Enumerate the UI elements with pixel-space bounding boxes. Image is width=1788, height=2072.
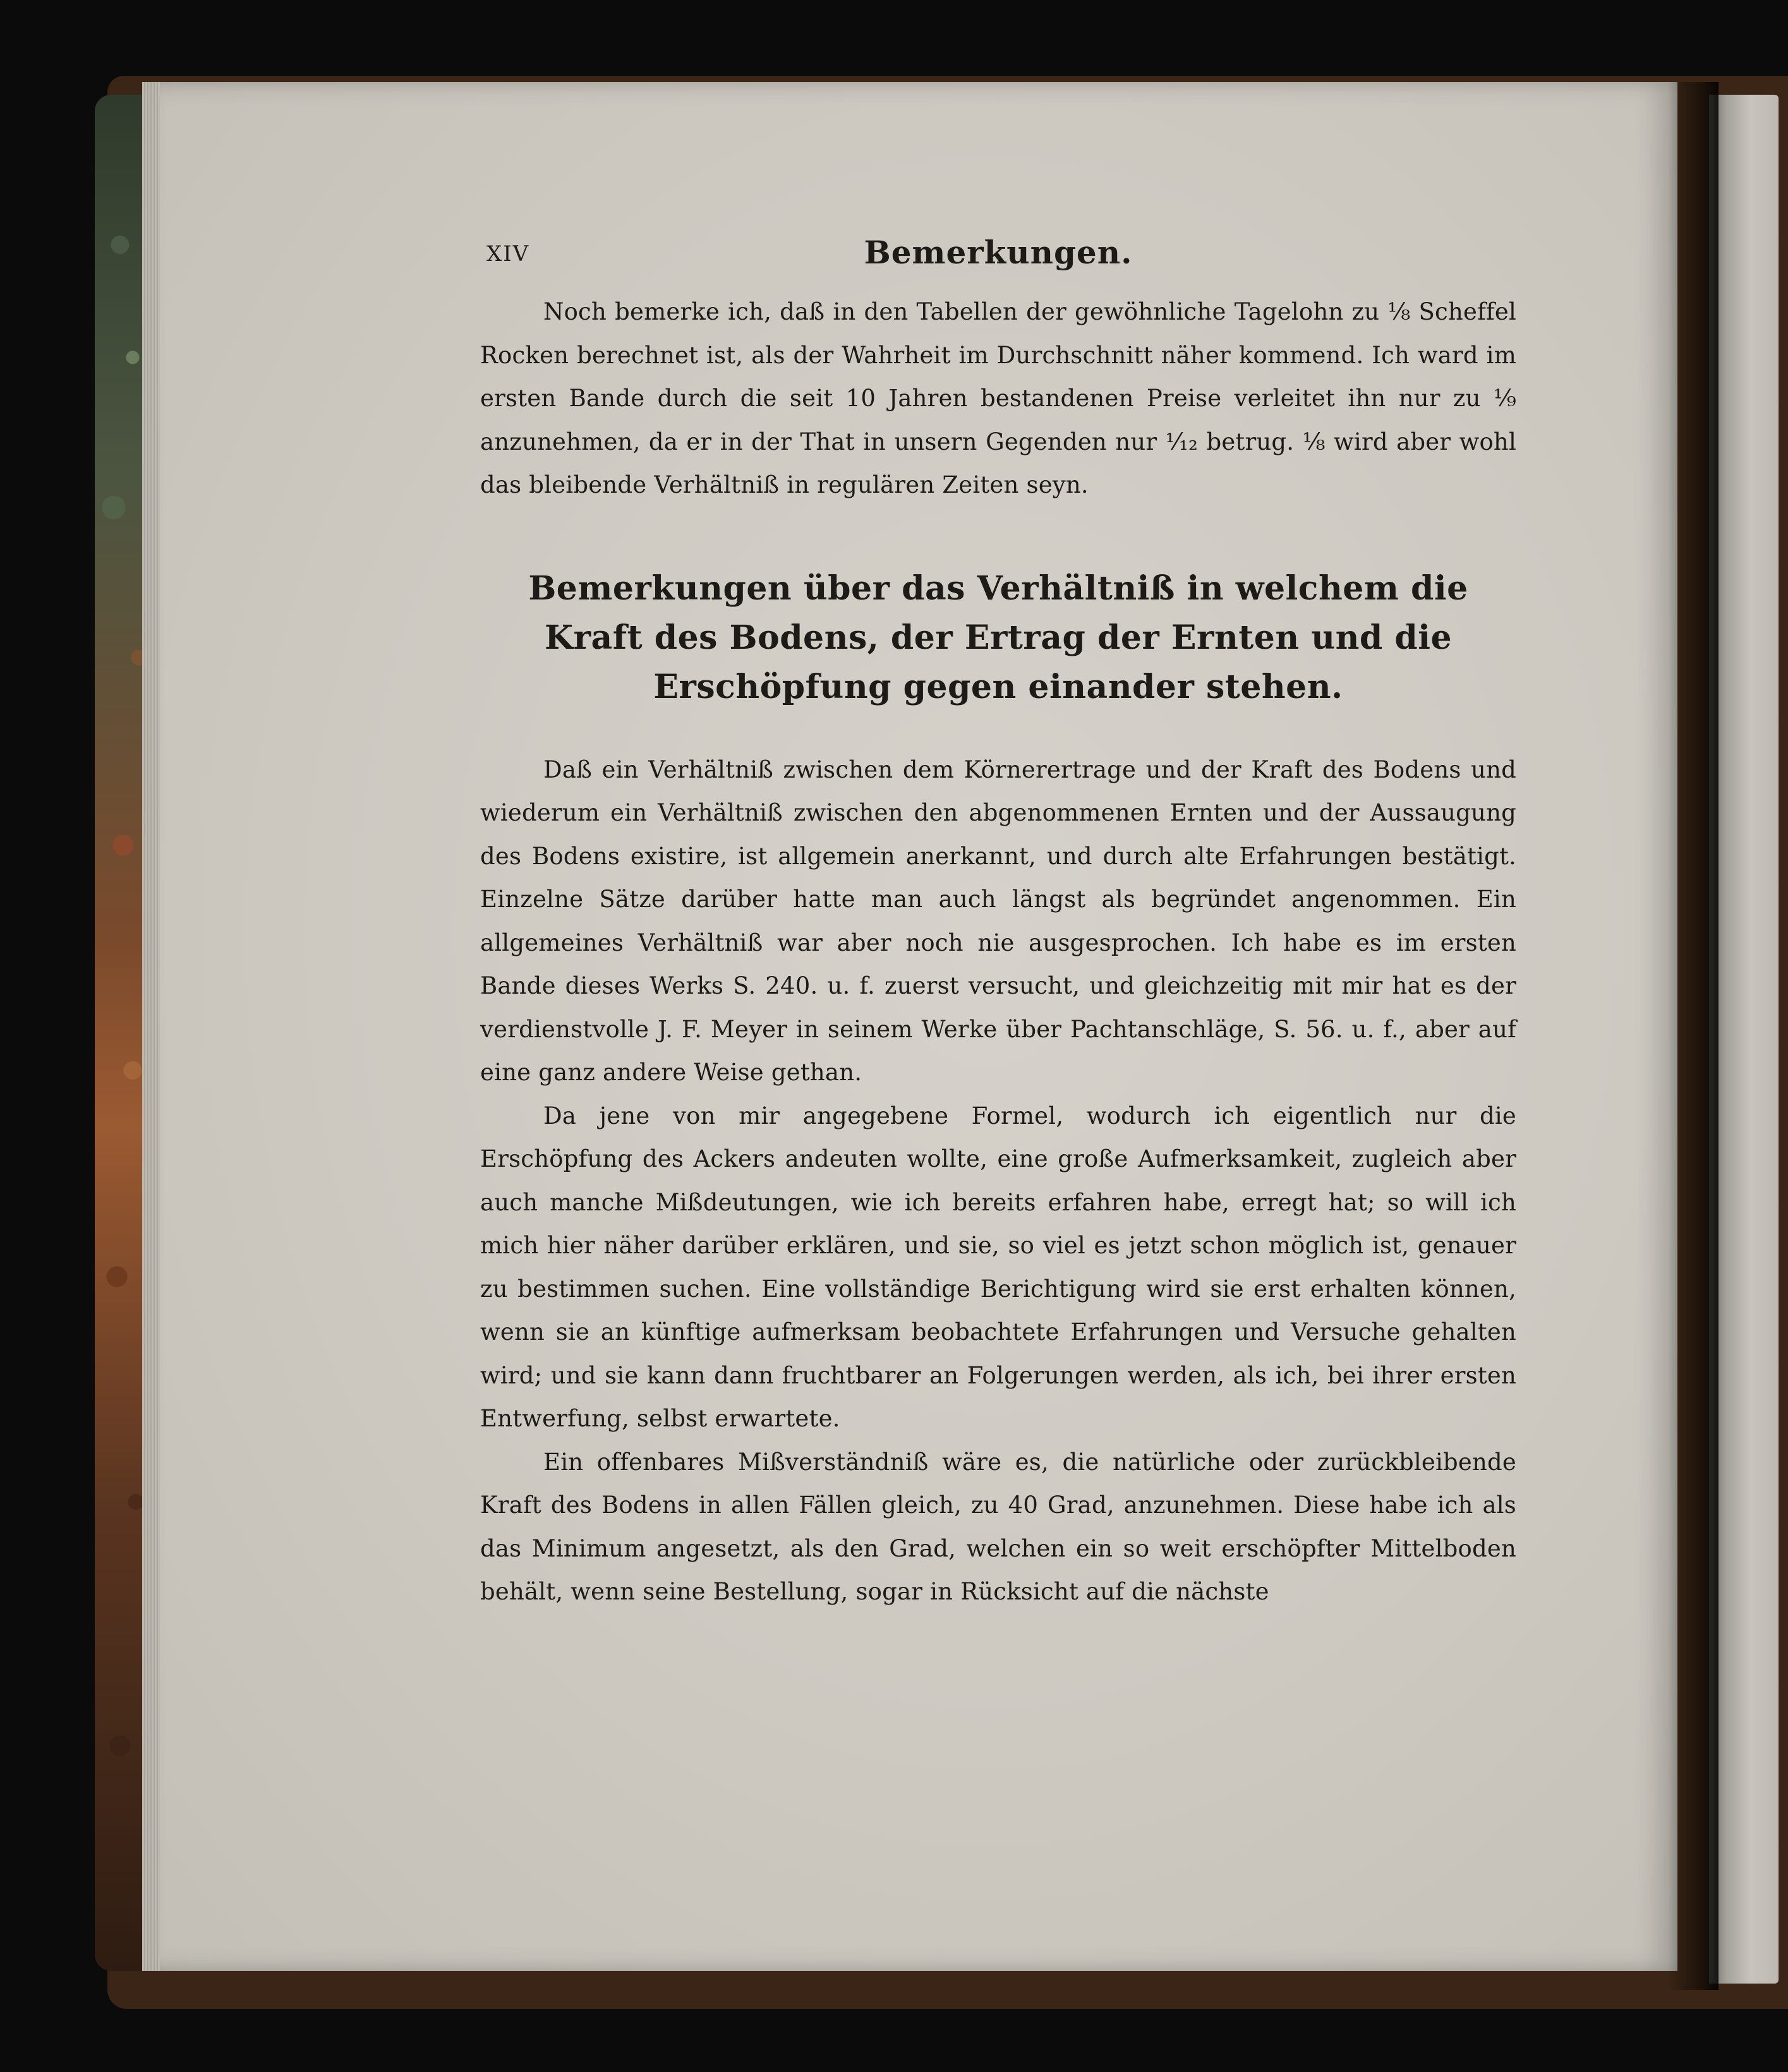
body-paragraph-1: Daß ein Verhältniß zwischen dem Körnerertrage und der Kraft des Bodens und wiederum ein Verhältniß zwischen den abgenommenen Ernten und der Aussaugung des Bodens existire, ist allgemein anerkannt, und durch alte Erfahrungen bestätigt. Einzelne Sätze darüber hatte man auch längst als begründet angenommen. Ein allgemeines Verhältniß war aber noch nie ausgesprochen. Ich habe es im ersten Bande dieses Werks S. 240. u. f. zuerst versucht, und gleichzeitig mit mir hat es der verdienstvolle J. F. Meyer in seinem Werke über Pachtanschläge, S. 56. u. f., aber auf eine ganz andere Weise gethan. [480,756,1516,1086]
next-page-edge [1709,95,1779,1984]
running-title: Bemerkungen. [864,234,1133,271]
section-heading: Bemerkungen über das Verhältniß in welchem die Kraft des Bodens, der Ertrag der Ernten und die Erschöpfung gegen einander stehen. [528,569,1468,706]
body-paragraph-3: Ein offenbares Mißverständniß wäre es, die natürliche oder zurückbleibende Kraft des Bodens in allen Fällen gleich, zu 40 Grad, anzunehmen. Diese habe ich als das Minimum angesetzt, als den Grad, welchen ein so weit erschöpfter Mittelboden behält, wenn seine Bestellung, sogar in Rücksicht auf die nächste [480,1448,1516,1605]
running-head [480,234,1516,291]
page-stack-edge [142,82,160,1971]
text-block [480,234,1516,1614]
page-number: XIV [486,241,530,267]
intro-paragraph: Noch bemerke ich, daß in den Tabellen der gewöhnliche Tagelohn zu ⅛ Scheffel Rocken berechnet ist, als der Wahrheit im Durchschnitt näher kommend. Ich ward im ersten Bande durch die seit 10 Jahren bestandenen Preise verleitet ihn nur zu ⅑ anzunehmen, da er in der That in unsern Gegenden nur ¹⁄₁₂ betrug. ⅛ wird aber wohl das bleibende Verhältniß in regulären Zeiten seyn. [480,298,1516,498]
gutter-shadow [1668,82,1719,1990]
body-paragraph-2: Da jene von mir angegebene Formel, wodurch ich eigentlich nur die Erschöpfung des Ackers andeuten wollte, eine große Aufmerksamkeit, zugleich aber auch manche Mißdeutungen, wie ich bereits erfahren habe, erregt hat; so will ich mich hier näher darüber erklären, und sie, so viel es jetzt schon möglich ist, genauer zu bestimmen suchen. Eine vollständige Berichtigung wird sie erst erhalten können, wenn sie an künftige aufmerksam beobachtete Erfahrungen und Versuche gehalten wird; und sie kann dann fruchtbarer an Folgerungen werden, als ich, bei ihrer ersten Entwerfung, selbst erwartete. [480,1102,1516,1432]
